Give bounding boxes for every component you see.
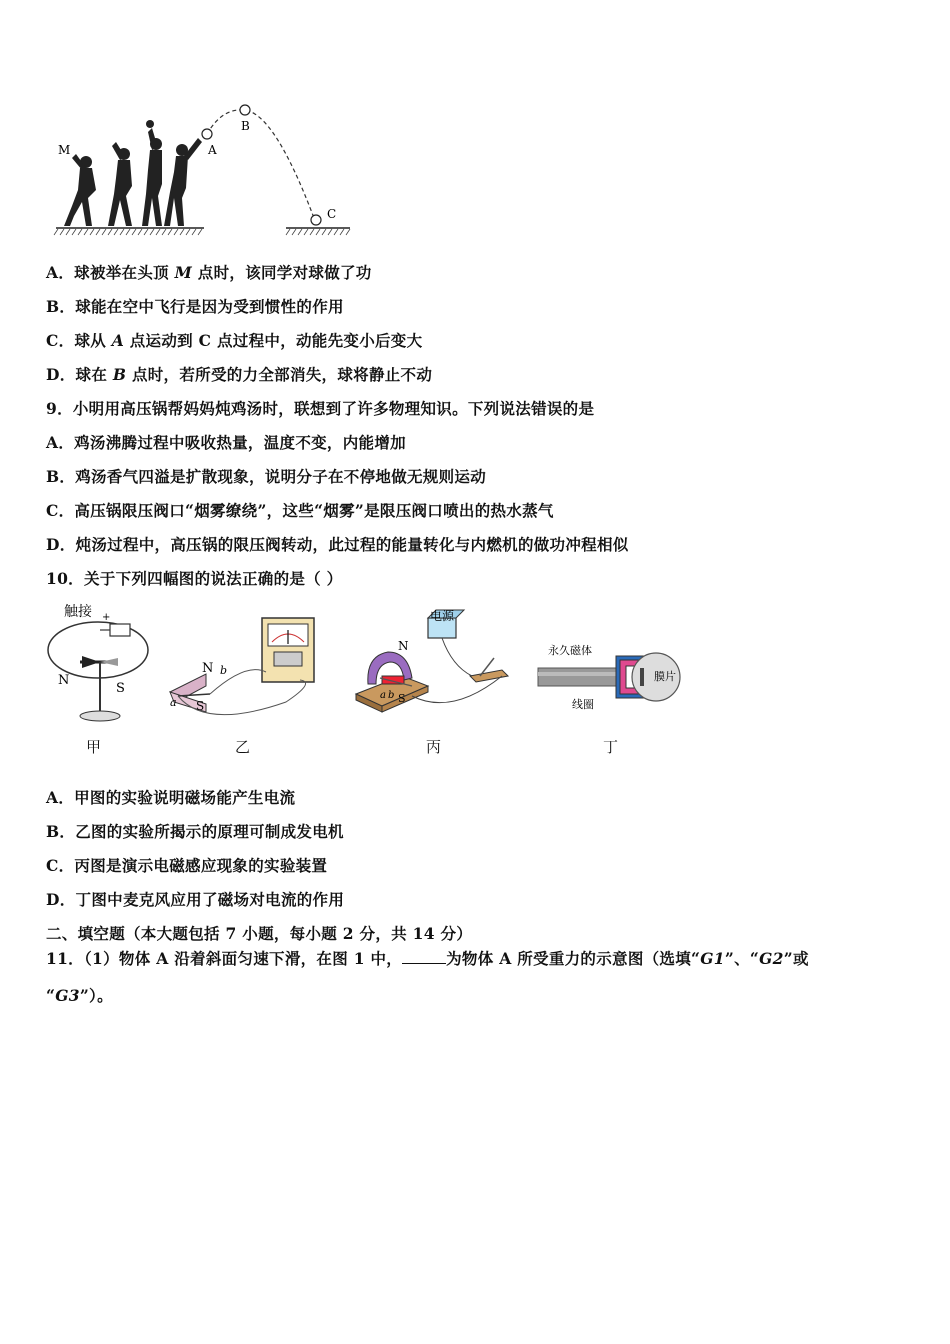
label-magnet: 永久磁体 — [548, 644, 592, 657]
q9-stem: 9．小明用高压锅帮妈妈炖鸡汤时，联想到了许多物理知识。下列说法错误的是 — [46, 399, 595, 418]
label-a-yi: a — [170, 696, 177, 709]
section-2-title: 二、填空题（本大题包括 7 小题，每小题 2 分，共 14 分） — [46, 924, 473, 943]
compass-needle-icon — [82, 656, 100, 668]
q11-line-1: 11．（1）物体 A 沿着斜面匀速下滑，在图 1 中， 为物体 A 所受重力的示意图（选填“G1”、“G2”或 — [46, 949, 809, 968]
q9-option-d: D．炖汤过程中，高压锅的限压阀转动，此过程的能量转化与内燃机的做功冲程相似 — [46, 535, 629, 554]
q8-option-c: C．球从 A 点运动到 C 点过程中，动能先变小后变大 — [46, 331, 423, 350]
label-coil: 线圈 — [572, 698, 594, 711]
q9-option-a: A．鸡汤沸腾过程中吸收热量，温度不变，内能增加 — [46, 433, 406, 452]
label-touch: 触接 — [64, 604, 92, 620]
q8-option-b: B．球能在空中飞行是因为受到惯性的作用 — [46, 297, 344, 316]
microphone-handle-icon — [538, 668, 616, 686]
q10-stem: 10．关于下列四幅图的说法正确的是（ ） — [46, 569, 343, 588]
label-b: B — [241, 119, 250, 133]
q8-option-a: A．球被举在头顶 M 点时，该同学对球做了功 — [46, 263, 372, 282]
q8-option-d: D．球在 B 点时，若所受的力全部消失，球将静止不动 — [46, 365, 433, 384]
label-n-yi: N — [202, 661, 214, 676]
label-a: A — [208, 143, 217, 157]
figure-bing — [352, 606, 512, 730]
figure-jia — [44, 600, 156, 730]
label-s-bing: S — [398, 692, 406, 705]
label-b-yi: b — [220, 664, 228, 677]
caption-ding: 丁 — [603, 738, 619, 756]
caption-yi: 乙 — [235, 738, 251, 756]
q11-line-2: “G3”）。 — [46, 986, 113, 1005]
label-plus: + — [102, 612, 111, 623]
q10-option-b: B．乙图的实验所揭示的原理可制成发电机 — [46, 822, 344, 841]
label-c: C — [327, 207, 337, 221]
q10-option-c: C．丙图是演示电磁感应现象的实验装置 — [46, 856, 328, 875]
ball-a — [202, 129, 212, 139]
battery-icon — [110, 624, 130, 636]
ball-c — [311, 215, 321, 225]
label-m: M — [58, 143, 71, 157]
q9-option-b: B．鸡汤香气四溢是扩散现象，说明分子在不停地做无规则运动 — [46, 467, 487, 486]
label-s-yi: S — [196, 699, 205, 713]
q10-option-d: D．丁图中麦克风应用了磁场对电流的作用 — [46, 890, 345, 909]
caption-bing: 丙 — [426, 738, 442, 756]
q10-option-a: A．甲图的实验说明磁场能产生电流 — [46, 788, 296, 807]
answer-blank[interactable] — [402, 949, 446, 964]
q9-option-c: C．高压锅限压阀口“烟雾缭绕”，这些“烟雾”是限压阀口喷出的热水蒸气 — [46, 501, 554, 520]
label-power: 电源 — [430, 609, 455, 623]
caption-jia: 甲 — [86, 738, 102, 756]
label-membrane: 膜片 — [654, 670, 676, 683]
label-b-bing: b — [388, 690, 395, 701]
label-s-jia: S — [116, 681, 125, 696]
label-n-jia: N — [58, 673, 70, 688]
ball-throw-figure — [52, 98, 357, 238]
ball-b — [240, 105, 250, 115]
figure-ding — [536, 640, 686, 720]
figure-yi — [166, 612, 322, 724]
label-n-bing: N — [398, 639, 409, 653]
label-a-bing: a — [380, 690, 386, 701]
